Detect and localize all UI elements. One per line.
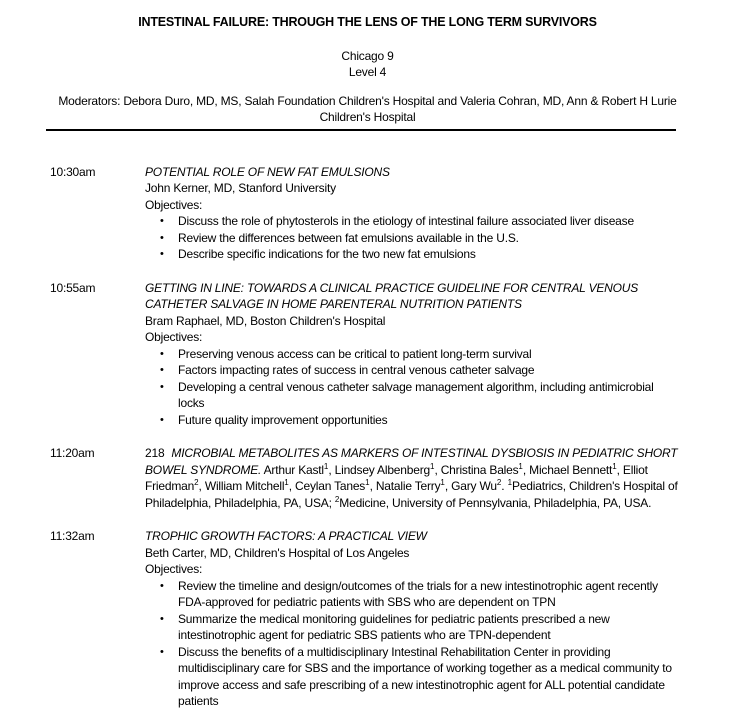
abstract-paragraph <box>145 445 678 511</box>
session-list <box>50 164 735 710</box>
objectives-list <box>145 578 678 710</box>
page-header <box>0 14 735 131</box>
objective-item: • Describe specific indications for the two new fat emulsions <box>145 246 678 263</box>
superscript: 2 <box>194 478 199 487</box>
session-speaker: Bram Raphael, MD, Boston Children's Hospital <box>145 313 386 328</box>
abstract-title: MICROBIAL METABOLITES AS MARKERS OF INTESTINAL DYSBIOSIS IN PEDIATRIC SHORT BOWEL SYNDROME. <box>145 446 678 477</box>
abstract-number: 218 <box>145 446 165 460</box>
superscript: 1 <box>284 478 289 487</box>
moderators-line: Moderators: Debora Duro, MD, MS, Salah Foundation Children's Hospital and Valeria Cohran, MD, Ann & Robert H Lurie Children's Hospital <box>58 93 677 124</box>
superscript: 1 <box>612 461 617 471</box>
superscript: 1 <box>507 478 513 487</box>
session-title: POTENTIAL ROLE OF NEW FAT EMULSIONS <box>145 164 390 179</box>
venue-room: Chicago 9 <box>341 48 394 63</box>
session-body <box>145 164 678 263</box>
superscript: 1 <box>323 461 329 471</box>
header-divider <box>46 129 676 131</box>
session-time: 11:20am <box>50 446 95 460</box>
venue-level: Level 4 <box>348 65 387 79</box>
objectives-list <box>145 213 678 263</box>
objectives-label: Objectives: <box>145 562 203 576</box>
session-time: 10:55am <box>50 280 96 295</box>
objective-item: • Factors impacting rates of success in central venous catheter salvage <box>145 362 678 379</box>
superscript: 2 <box>496 478 502 487</box>
session-title: GETTING IN LINE: TOWARDS A CLINICAL PRACTICE GUIDELINE FOR CENTRAL VENOUS CATHETER SALVAGE IN HOME PARENTERAL NUTRITION PATIENTS <box>145 280 639 311</box>
objective-item: • Discuss the benefits of a multidisciplinary Intestinal Rehabilitation Center in providing multidisciplinary care for SBS and the importance of working together as a medical community to improve access and safe prescribing of a new intestinotrophic agent for ALL potential candidate patients <box>145 644 678 710</box>
superscript: 1 <box>429 461 435 471</box>
venue-block <box>46 48 689 81</box>
session-body <box>145 528 678 710</box>
page-title: INTESTINAL FAILURE: THROUGH THE LENS OF THE LONG TERM SURVIVORS <box>138 15 597 29</box>
superscript: 1 <box>518 461 523 471</box>
objective-item: • Developing a central venous catheter salvage management algorithm, including antimicrobial locks <box>145 379 678 412</box>
session-row <box>50 280 735 429</box>
session-speaker: Beth Carter, MD, Children's Hospital of Los Angeles <box>145 545 410 560</box>
abstract-authors-affiliations: Arthur Kastl$^1$, Lindsey Albenberg$^1$, Christina Bales$^1$, Michael Bennett$^1$, Elliot Friedman$^2$, William Mitchell$^1$, Ceylan Tanes$^1$, Natalie Terry$^1$, Gary Wu$^2$. $^1$Pediatrics, Children's Hospital of Philadelphia, Philadelphia, PA, USA; $^2$Medicine, University of Pennsylvania, Philadelphia, PA, USA. <box>145 461 678 510</box>
superscript: 2 <box>334 494 340 504</box>
objective-item: • Future quality improvement opportunities <box>145 412 678 429</box>
objectives-list <box>145 346 678 429</box>
superscript: 1 <box>440 478 445 487</box>
session-title: TROPHIC GROWTH FACTORS: A PRACTICAL VIEW <box>145 529 427 543</box>
session-speaker: John Kerner, MD, Stanford University <box>145 181 336 195</box>
superscript: 1 <box>365 478 370 487</box>
objective-item: • Review the differences between fat emulsions available in the U.S. <box>145 230 678 247</box>
session-time: 11:32am <box>50 529 95 543</box>
objectives-label: Objectives: <box>145 197 203 212</box>
objectives-label: Objectives: <box>145 330 203 344</box>
session-row <box>50 164 735 263</box>
session-row <box>50 445 735 511</box>
objective-item: • Discuss the role of phytosterols in the etiology of intestinal failure associated liver disease <box>145 213 678 230</box>
session-body <box>145 445 678 511</box>
objective-item: • Summarize the medical monitoring guidelines for pediatric patients prescribed a new intestinotrophic agent for pediatric SBS patients who are TPN-dependent <box>145 611 678 644</box>
objective-item: • Preserving venous access can be critical to patient long-term survival <box>145 346 678 363</box>
session-time: 10:30am <box>50 164 96 179</box>
objective-item: • Review the timeline and design/outcomes of the trials for a new intestinotrophic agent recently FDA-approved for pediatric patients with SBS who are dependent on TPN <box>145 578 678 611</box>
session-body <box>145 280 678 429</box>
session-row <box>50 528 735 710</box>
